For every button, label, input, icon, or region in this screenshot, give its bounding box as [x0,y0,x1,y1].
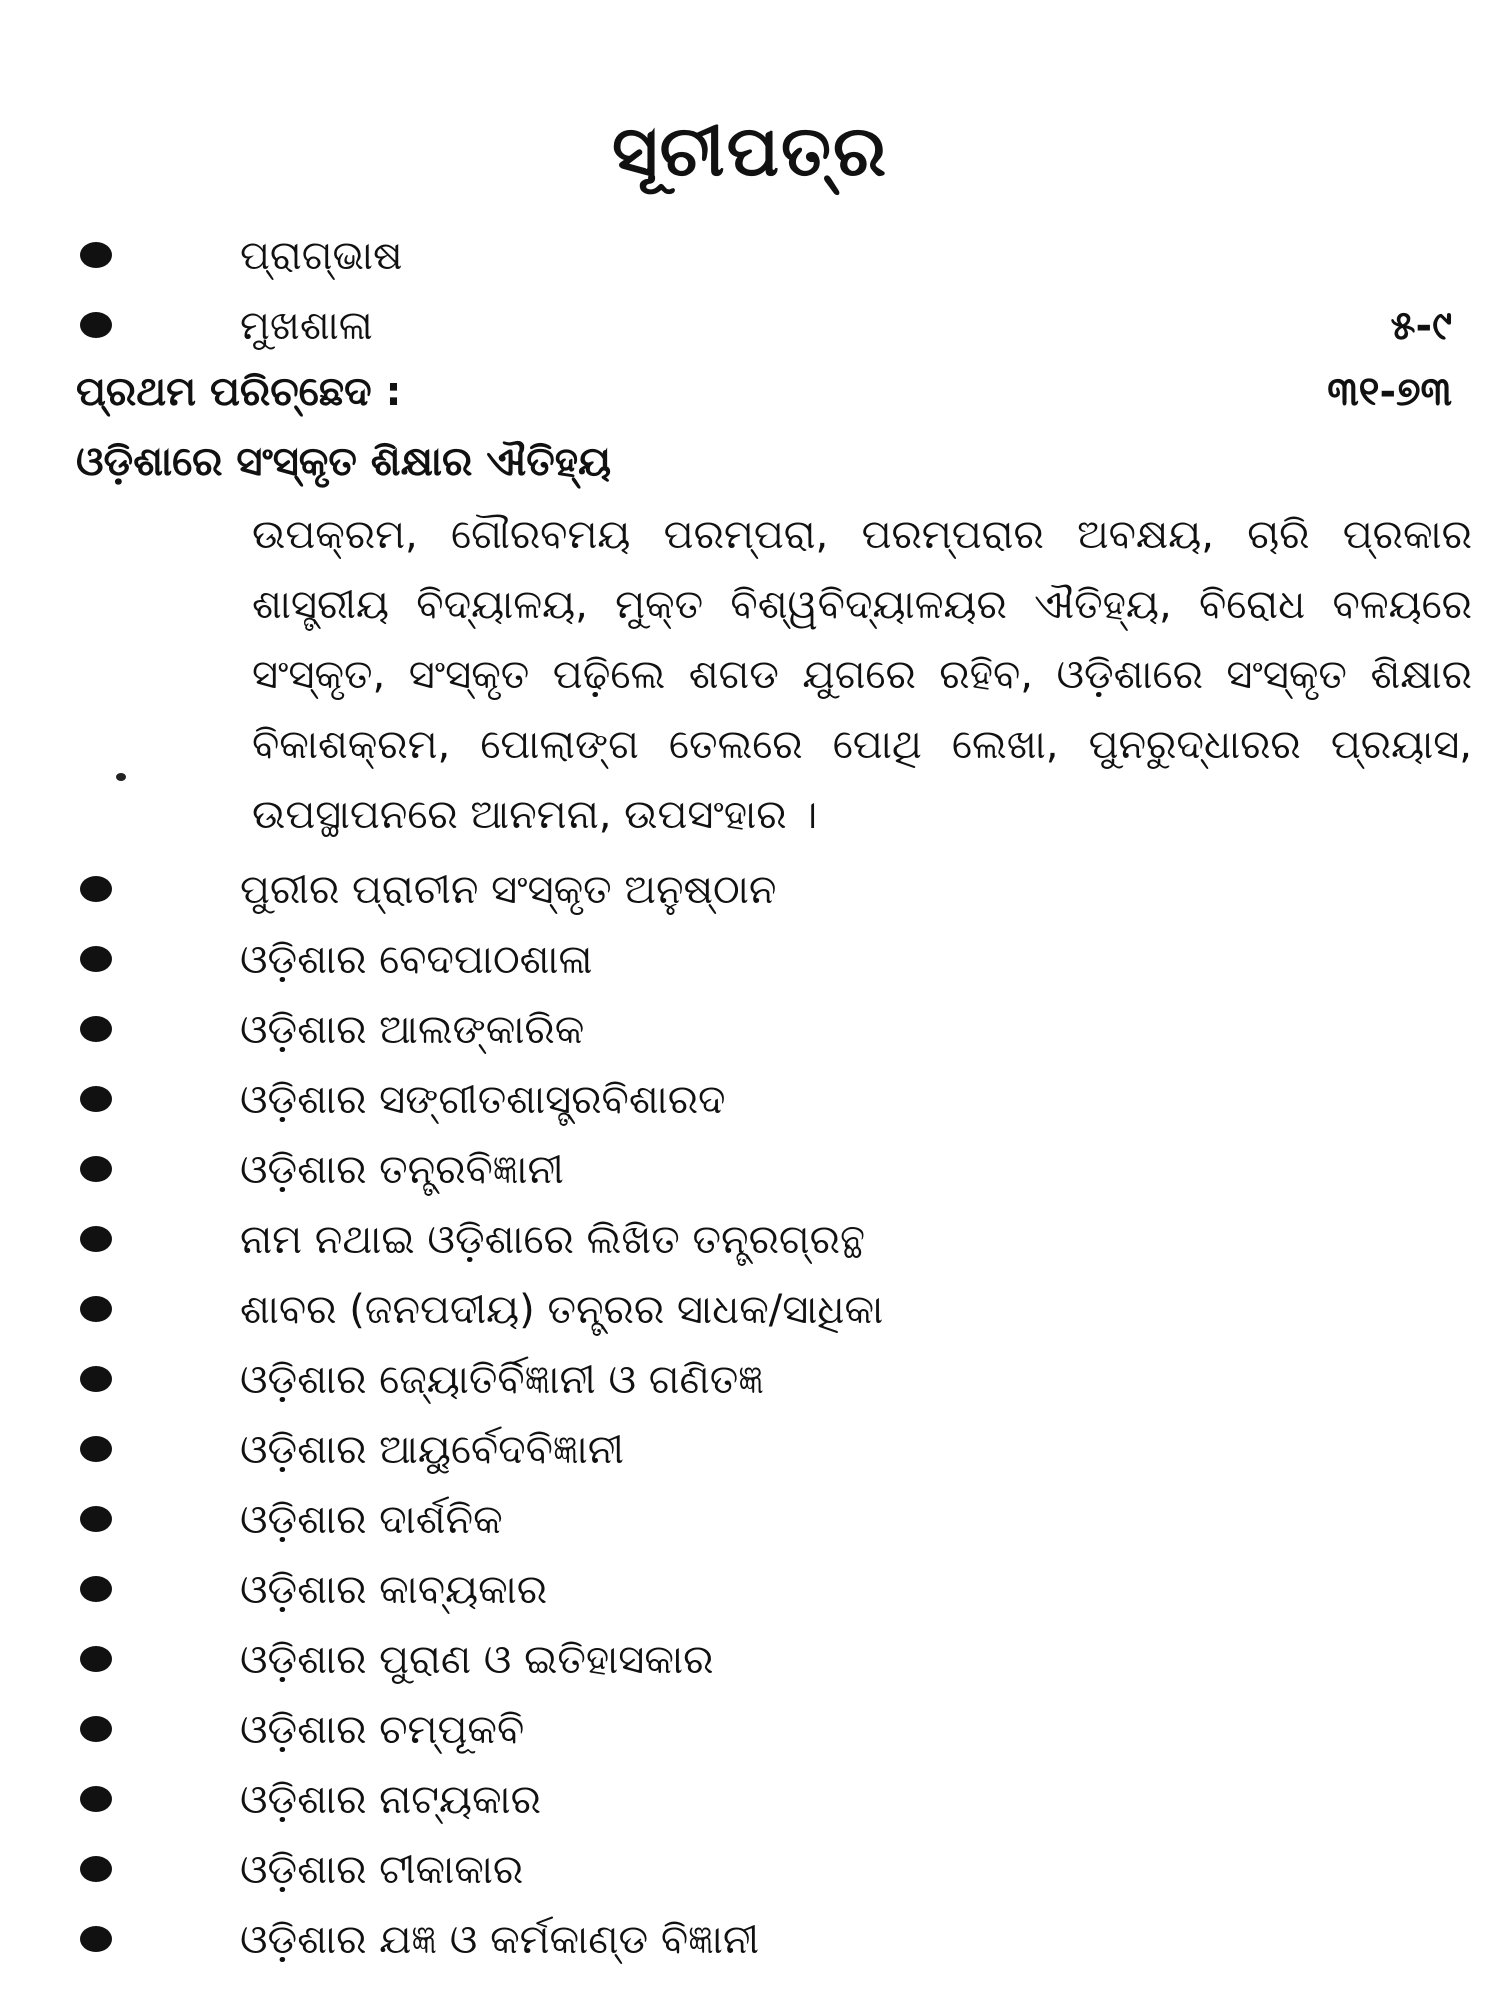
bullet-icon [80,1576,112,1602]
chapter-pages: ୩୧-୭୩ [1327,369,1452,415]
toc-entry-introduction[interactable] [0,296,1500,356]
chapter-heading-row[interactable] [0,362,1500,422]
toc-entry-label: ମୁଖଶାଳା [240,303,373,349]
bullet-icon [80,946,112,972]
toc-list-item[interactable] [0,1350,1500,1410]
toc-item-label: ଓଡ଼ିଶାର ଚମ୍ପୂକବି [240,1707,525,1753]
toc-item-label: ଓଡ଼ିଶାର ନାଟ୍ୟକାର [240,1777,541,1823]
toc-item-label: ଓଡ଼ିଶାର ଦାର୍ଶନିକ [240,1497,503,1543]
toc-list-item[interactable] [0,1910,1500,1970]
toc-list-item[interactable] [0,1560,1500,1620]
toc-list-item[interactable] [0,1700,1500,1760]
bullet-icon [80,1716,112,1742]
bullet-icon [80,876,112,902]
bullet-icon [80,1506,112,1532]
toc-item-label: ଓଡ଼ିଶାର କାବ୍ୟକାର [240,1567,548,1613]
toc-entry-preface[interactable] [0,226,1500,286]
bullet-icon [80,1436,112,1462]
toc-item-label: ଓଡ଼ିଶାର ପୁରାଣ ଓ ଇତିହାସକାର [240,1637,714,1683]
bullet-icon [80,1296,112,1322]
toc-list-item[interactable] [0,1210,1500,1270]
toc-item-label: ଓଡ଼ିଶାର ଯଜ୍ଞ ଓ କର୍ମକାଣ୍ଡ ବିଜ୍ଞାନୀ [240,1917,760,1963]
toc-item-label: ଓଡ଼ିଶାର ଆଲଙ୍କାରିକ [240,1007,585,1053]
toc-list-item[interactable] [0,1280,1500,1340]
bullet-icon [80,1226,112,1252]
toc-item-label: ଓଡ଼ିଶାର ଟୀକାକାର [240,1847,524,1893]
bullet-icon [80,1786,112,1812]
toc-list-item[interactable] [0,930,1500,990]
toc-list-item[interactable] [0,1420,1500,1480]
chapter-subtitle: ଓଡ଼ିଶାରେ ସଂସ୍କୃତ ଶିକ୍ଷାର ଐତିହ୍ୟ [76,439,612,485]
toc-list-item[interactable] [0,1630,1500,1690]
bullet-icon [80,1156,112,1182]
bullet-icon [80,242,112,268]
toc-entry-label: ପ୍ରାଗ୍‌ଭାଷ [240,233,403,279]
toc-item-label: ଓଡ଼ିଶାର ଜ୍ୟୋତିର୍ବିଜ୍ଞାନୀ ଓ ଗଣିତଜ୍ଞ [240,1357,764,1403]
chapter-subtitle-row [0,432,1500,492]
toc-item-label: ଓଡ଼ିଶାର ତନ୍ତ୍ରବିଜ୍ଞାନୀ [240,1147,564,1193]
toc-item-label: ଓଡ଼ିଶାର ବେଦପାଠଶାଳା [240,937,593,983]
toc-list-item[interactable] [0,1140,1500,1200]
bullet-icon [80,1086,112,1112]
bullet-icon [80,1856,112,1882]
page-title: ସୂଚୀପତ୍ର [612,110,888,192]
bullet-icon [80,1646,112,1672]
toc-list-item[interactable] [0,1070,1500,1130]
bullet-icon [80,312,112,338]
toc-list-item[interactable] [0,1000,1500,1060]
toc-list-item[interactable] [0,860,1500,920]
chapter-heading: ପ୍ରଥମ ପରିଚ୍ଛେଦ : [76,369,402,415]
toc-list-item[interactable] [0,1490,1500,1550]
bullet-icon [80,1016,112,1042]
toc-list-item[interactable] [0,1840,1500,1900]
bullet-icon [80,1926,112,1952]
chapter-summary: ଉପକ୍ରମ, ଗୌରବମୟ ପରମ୍ପରା, ପରମ୍ପରାର ଅବକ୍ଷୟ, ଚାରି ପ୍ରକାର ଶାସ୍ତ୍ରୀୟ ବିଦ୍ୟାଳୟ, ମୁକ୍ତ ବିଶ୍ୱବିଦ୍ୟାଳୟର ଐତିହ୍ୟ, ବିରୋଧ ବଳୟରେ ସଂସ୍କୃତ, ସଂସ୍କୃତ ପଢ଼ିଲେ ଶଗଡ ଯୁଗରେ ରହିବ, ଓଡ଼ିଶାରେ ସଂସ୍କୃତ ଶିକ୍ଷାର ବିକାଶକ୍ରମ, ପୋଲାଙ୍ଗ ତେଲରେ ପୋଥି ଲେଖା, ପୁନରୁଦ୍ଧାରର ପ୍ରୟାସ, ଉପସ୍ଥାପନରେ ଆନମନା, ଉପସଂହାର । [252,512,1472,838]
toc-item-label: ଶାବର (ଜନପଦୀୟ) ତନ୍ତ୍ରର ସାଧକ/ସାଧିକା [240,1287,884,1333]
toc-item-label: ଓଡ଼ିଶାର ସଙ୍ଗୀତଶାସ୍ତ୍ରବିଶାରଦ [240,1077,726,1123]
toc-list-item[interactable] [0,1770,1500,1830]
stray-mark [116,773,126,781]
bullet-icon [80,1366,112,1392]
toc-entry-pages: ୫-୯ [1390,303,1452,349]
toc-item-label: ପୁରୀର ପ୍ରାଚୀନ ସଂସ୍କୃତ ଅନୁଷ୍ଠାନ [240,867,777,913]
toc-item-label: ନାମ ନଥାଇ ଓଡ଼ିଶାରେ ଲିଖିତ ତନ୍ତ୍ରଗ୍ରନ୍ଥ [240,1217,866,1263]
toc-item-label: ଓଡ଼ିଶାର ଆୟୁର୍ବେଦବିଜ୍ଞାନୀ [240,1427,624,1473]
